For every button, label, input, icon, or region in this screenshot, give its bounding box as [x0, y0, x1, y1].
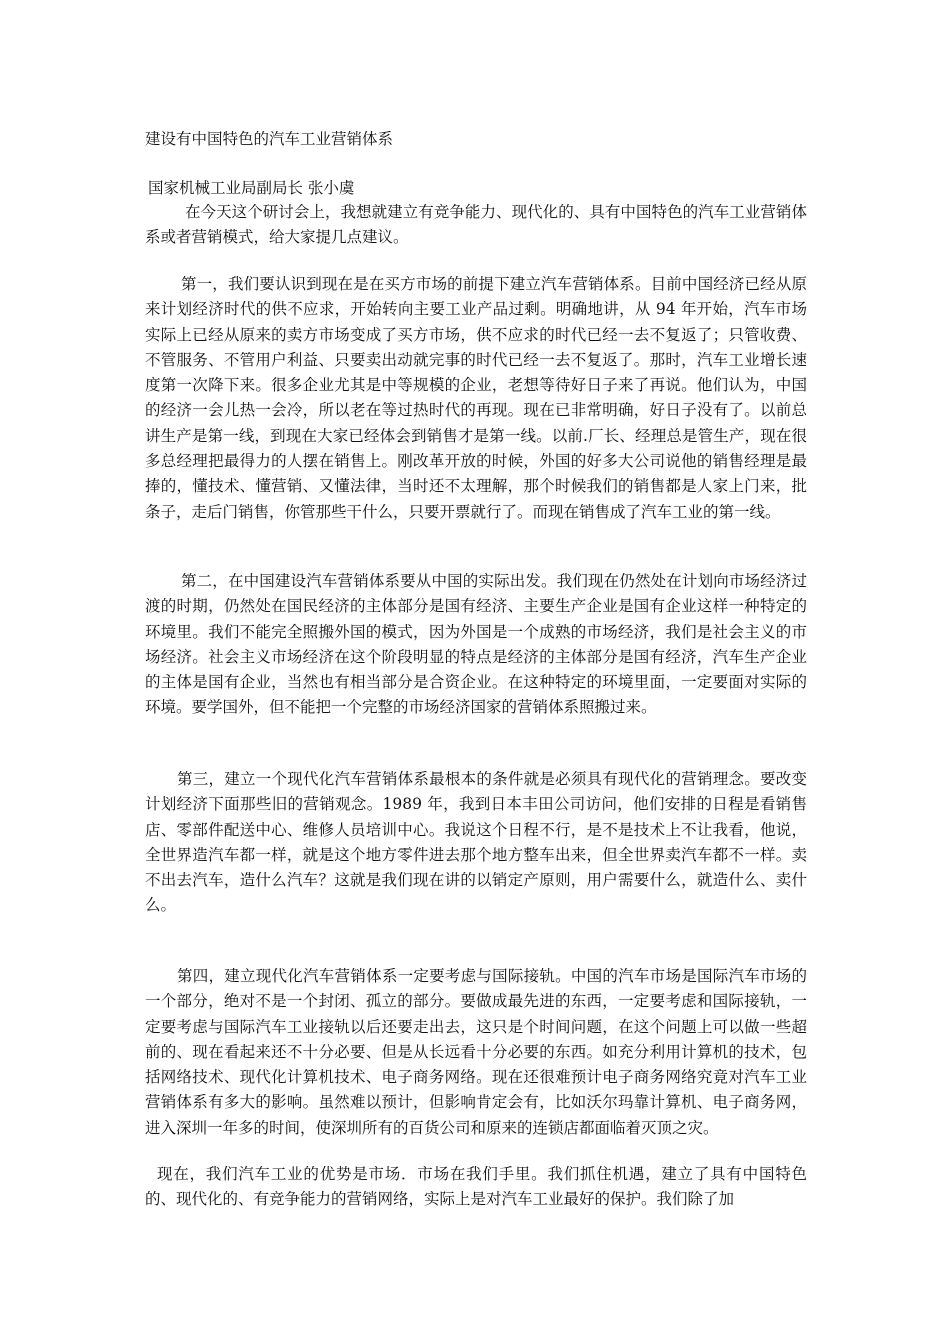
document-title: 建设有中国特色的汽车工业营销体系 [145, 130, 394, 148]
paragraph-fourth-point: 第四，建立现代化汽车营销体系一定要考虑与国际接轨。中国的汽车市场是国际汽车市场的一个部分，绝对不是一个封闭、孤立的部分。要做成最先进的东西，一定要考虑和国际接轨，一定要考虑与国际汽车工业接轨以后还要走出去，这只是个时间问题，在这个问题上可以做一些超前的、现在看起来还不十分必要、但是从长远看十分必要的东西。如充分利用计算机的技术，包括网络技术、现代化计算机技术、电子商务网络。现在还很难预计电子商务网络究竟对汽车工业营销体系有多大的影响。虽然难以预计，但影响肯定会有，比如沃尔玛靠计算机、电子商务网，进入深圳一年多的时间，使深圳所有的百货公司和原来的连锁店都面临着灭顶之灾。 [145, 967, 807, 1137]
paragraph-conclusion: 现在，我们汽车工业的优势是市场．市场在我们手里。我们抓住机遇，建立了具有中国特色的、现代化的、有竞争能力的营销网络，实际上是对汽车工业最好的保护。我们除了加 [145, 1165, 807, 1209]
paragraph-intro: 在今天这个研讨会上，我想就建立有竞争能力、现代化的、具有中国特色的汽车工业营销体系或者营销模式，给大家提几点建议。 [145, 203, 807, 247]
author-line: 国家机械工业局副局长 张小虞 [148, 179, 355, 197]
paragraph-second-point: 第二，在中国建设汽车营销体系要从中国的实际出发。我们现在仍然处在计划向市场经济过渡的时期，仍然处在国民经济的主体部分是国有经济、主要生产企业是国有企业这样一种特定的环境里。我们不能完全照搬外国的模式，因为外国是一个成熟的市场经济，我们是社会主义的市场经济。社会主义市场经济在这个阶段明显的特点是经济的主体部分是国有经济，汽车生产企业的主体是国有企业，当然也有相当部分是合资企业。在这种特定的环境里面，一定要面对实际的环境。要学国外，但不能把一个完整的市场经济国家的营销体系照搬过来。 [145, 572, 807, 717]
paragraph-third-point: 第三，建立一个现代化汽车营销体系最根本的条件就是必须具有现代化的营销理念。要改变计划经济下面那些旧的营销观念。1989 年，我到日本丰田公司访问，他们安排的日程是看销售店、零部件配送中心、维修人员培训中心。我说这个日程不行，是不是技术上不让我看，他说，全世界造汽车都一样，就是这个地方零件进去那个地方整车出来，但全世界卖汽车都不一样。卖不出去汽车，造什么汽车？这就是我们现在讲的以销定产原则，用户需要什么，就造什么、卖什么。 [145, 770, 807, 915]
paragraph-first-point: 第一，我们要认识到现在是在买方市场的前提下建立汽车营销体系。目前中国经济已经从原来计划经济时代的供不应求，开始转向主要工业产品过剩。明确地讲，从 94 年开始，汽车市场实际上已经从原来的卖方市场变成了买方市场，供不应求的时代已经一去不复返了；只管收费、不管服务、不管用户利益、只要卖出动就完事的时代已经一去不复返了。那时，汽车工业增长速度第一次降下来。很多企业尤其是中等规模的企业，老想等待好日子来了再说。他们认为，中国的经济一会儿热一会冷，所以老在等过热时代的再现。现在已非常明确，好日子没有了。以前总讲生产是第一线，到现在大家已经体会到销售才是第一线。以前.厂长、经理总是管生产，现在很多总经理把最得力的人摆在销售上。刚改革开放的时候，外国的好多大公司说他的销售经理是最捧的，懂技术、懂营销、又懂法律，当时还不太理解，那个时候我们的销售都是人家上门来，批条子，走后门销售，你管那些干什么，只要开票就行了。而现在销售成了汽车工业的第一线。 [145, 275, 807, 521]
